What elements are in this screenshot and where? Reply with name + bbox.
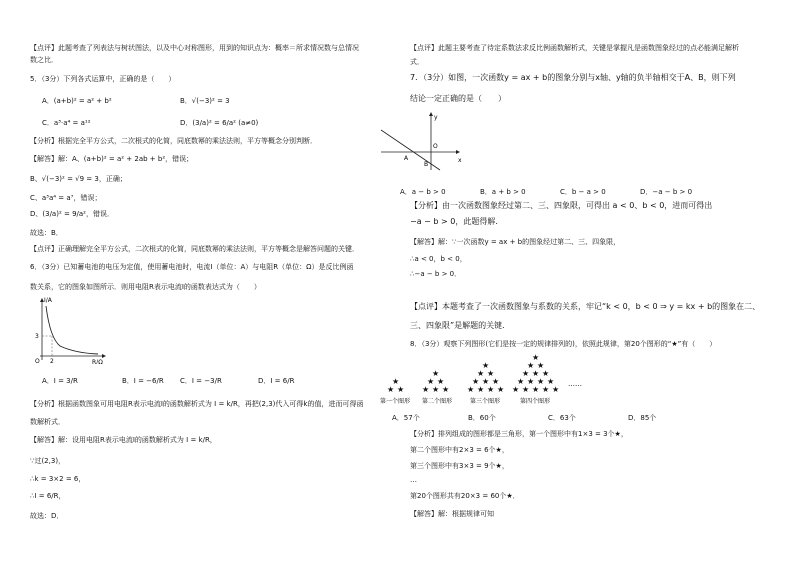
answer-line: C、a³a⁴ = a⁷，错误； <box>30 194 102 202</box>
svg-text:★: ★ <box>537 361 545 370</box>
answer-line: ∵过(2,3)， <box>30 457 66 465</box>
svg-text:★: ★ <box>432 385 440 394</box>
question-5: 5．（3分）下列各式运算中，正确的是（ ） <box>30 75 176 83</box>
svg-text:★: ★ <box>512 385 520 394</box>
option-d: D．−a − b > 0 <box>640 188 693 196</box>
ellipsis: …… <box>568 380 582 388</box>
svg-text:★: ★ <box>527 377 535 386</box>
analysis-line: … <box>410 476 417 484</box>
x-axis-label: x <box>458 157 462 164</box>
comment-line: 【点评】此题主要考查了待定系数法求反比例函数解析式，关键是掌握凡是函数图象经过的点必能满足解析 <box>410 44 739 52</box>
svg-text:★: ★ <box>442 385 450 394</box>
svg-text:★: ★ <box>437 377 445 386</box>
analysis-line: 【分析】排列组成的图形都是三角形，第一个图形中有1×3 = 3个★， <box>410 430 628 438</box>
figure-label: 第四个图形 <box>520 398 551 405</box>
svg-text:★: ★ <box>387 385 395 394</box>
option-a: A．a − b > 0 <box>400 188 446 196</box>
svg-text:★: ★ <box>537 377 545 386</box>
svg-text:★: ★ <box>517 377 525 386</box>
comment-line: 【点评】正确理解完全平方公式，二次根式的化简，同底数幂的乘法法则，平方等概念是解答问题的关键． <box>30 245 359 253</box>
figure-label: 第三个图形 <box>470 398 501 405</box>
svg-text:★: ★ <box>397 385 405 394</box>
svg-text:★: ★ <box>532 385 540 394</box>
y-axis-label: I/A <box>44 297 52 304</box>
option-c: C．63个 <box>548 414 576 422</box>
question-6-cont: 数关系，它的图象如图所示．则用电阻R表示电流I的函数表达式为（ ） <box>30 283 261 291</box>
svg-text:★: ★ <box>487 385 495 394</box>
option-d: D．85个 <box>628 414 657 422</box>
option-a: A．(a+b)² = a² + b² <box>42 97 112 105</box>
svg-text:★: ★ <box>542 369 550 378</box>
comment-line: 【点评】本题考查了一次函数图象与系数的关系，牢记“k < 0，b < 0 ⇒ y = kx + b的图象在二、 <box>410 302 761 311</box>
option-b: B．a + b > 0 <box>480 188 526 196</box>
answer-line: 【解答】解：∵一次函数y = ax + b的图象经过第二、三、四象限， <box>410 238 621 246</box>
svg-text:★: ★ <box>527 361 535 370</box>
option-c: C．b − a > 0 <box>560 188 606 196</box>
origin-label: O <box>433 143 438 150</box>
svg-text:★: ★ <box>552 385 560 394</box>
option-b: B．√(−3)² = 3 <box>180 97 230 105</box>
point-a-label: A <box>404 155 409 162</box>
option-a: A．57个 <box>392 414 420 422</box>
answer-line: 【解答】解：根据规律可知 <box>410 510 494 518</box>
answer-line: 故选：B． <box>30 229 63 237</box>
analysis-line: 第二个图形中有2×3 = 6个★， <box>410 446 509 454</box>
svg-text:★: ★ <box>427 377 435 386</box>
option-a: A．I = 3/R <box>42 377 78 385</box>
svg-text:★: ★ <box>532 369 540 378</box>
svg-text:★: ★ <box>547 377 555 386</box>
comment-line: 三、四象限”是解题的关键． <box>410 321 511 330</box>
star-pattern-figure <box>380 350 740 405</box>
x-tick-label: 2 <box>50 358 54 364</box>
analysis-line: 【分析】由一次函数图象经过第二、三、四象限，可得出 a < 0、b < 0，进而可得出 <box>410 201 713 210</box>
comment-line: 【点评】此题考查了列表法与树状图法，以及中心对称图形，用到的知识点为：概率＝所求情况数与总情况 <box>30 44 359 52</box>
point-b-label: B <box>424 161 429 168</box>
option-c: C．I = −3/R <box>180 377 222 385</box>
answer-line: ∴I = 6/R， <box>30 492 66 500</box>
y-tick-label: 3 <box>35 333 39 340</box>
question-7-cont: 结论一定正确的是（ ） <box>410 94 506 103</box>
question-6: 6．（3分）已知蓄电池的电压为定值，使用蓄电池时，电流I（单位：A）与电阻R（单位：Ω）是反比例函 <box>30 263 354 271</box>
option-d: D．I = 6/R <box>258 377 295 385</box>
option-b: B．I = −6/R <box>122 377 164 385</box>
answer-line: 【解答】解：A、(a+b)² = a² + 2ab + b²，错误； <box>30 155 194 163</box>
x-axis-label: R/Ω <box>92 359 103 364</box>
option-b: B．60个 <box>468 414 496 422</box>
answer-line: ∴a < 0，b < 0， <box>410 255 467 263</box>
linear-function-graph <box>376 112 466 172</box>
y-axis-label: y <box>434 114 438 121</box>
comment-line: 式． <box>410 58 424 66</box>
analysis-line: 【分析】根据完全平方公式，二次根式的化简，同底数幂的乘法法则，平方等概念分别判断． <box>30 137 317 145</box>
svg-text:★: ★ <box>482 377 490 386</box>
inverse-function-graph <box>30 294 120 364</box>
answer-line: 故选：D． <box>30 512 64 520</box>
svg-text:★: ★ <box>432 369 440 378</box>
svg-text:★: ★ <box>492 377 500 386</box>
question-7: 7．（3分）如图，一次函数y = ax + b的图象分别与x轴、y轴的负半轴相交于A、B，则下列 <box>410 73 736 82</box>
comment-line: 数之比． <box>30 56 58 64</box>
svg-text:★: ★ <box>522 385 530 394</box>
figure-label: 第一个图形 <box>380 398 411 405</box>
svg-text:★: ★ <box>422 385 430 394</box>
svg-text:★: ★ <box>482 361 490 370</box>
svg-text:★: ★ <box>472 377 480 386</box>
svg-text:★: ★ <box>467 385 475 394</box>
answer-line: D、(3/a)² = 9/a²，错误． <box>30 210 114 218</box>
option-c: C．a³·a⁴ = a¹² <box>42 119 91 127</box>
svg-text:★: ★ <box>477 385 485 394</box>
question-8: 8．（3分）观察下列图形(它们是按一定的规律排列的)，依照此规律，第20个图形的“★”有（ ） <box>410 340 717 348</box>
answer-line: ∴k = 3×2 = 6， <box>30 475 86 483</box>
analysis-line: 第20个图形共有20×3 = 60个★． <box>410 492 520 500</box>
svg-text:★: ★ <box>532 353 540 362</box>
figure-label: 第二个图形 <box>422 398 453 405</box>
analysis-line: 第三个图形中有3×3 = 9个★， <box>410 462 509 470</box>
svg-text:★: ★ <box>522 369 530 378</box>
answer-line: B、√(−3)² = √9 = 3，正确； <box>30 175 127 183</box>
analysis-line: 【分析】根据函数图象可用电阻R表示电流I的函数解析式为 I = k/R，再把(2,3)代入可得k的值，进而可得函 <box>30 400 364 408</box>
analysis-line: −a − b > 0，此题得解． <box>410 217 504 226</box>
svg-text:★: ★ <box>542 385 550 394</box>
svg-text:★: ★ <box>392 377 400 386</box>
svg-text:★: ★ <box>477 369 485 378</box>
svg-text:★: ★ <box>497 385 505 394</box>
answer-line: 【解答】解：设用电阻R表示电流I的函数解析式为 I = k/R， <box>30 436 217 444</box>
analysis-line: 数解析式． <box>30 418 65 426</box>
option-d: D．(3/a)² = 6/a² (a≠0) <box>180 119 259 127</box>
answer-line: ∴−a − b > 0． <box>410 270 462 278</box>
svg-text:★: ★ <box>487 369 495 378</box>
origin-label: O <box>35 358 40 364</box>
